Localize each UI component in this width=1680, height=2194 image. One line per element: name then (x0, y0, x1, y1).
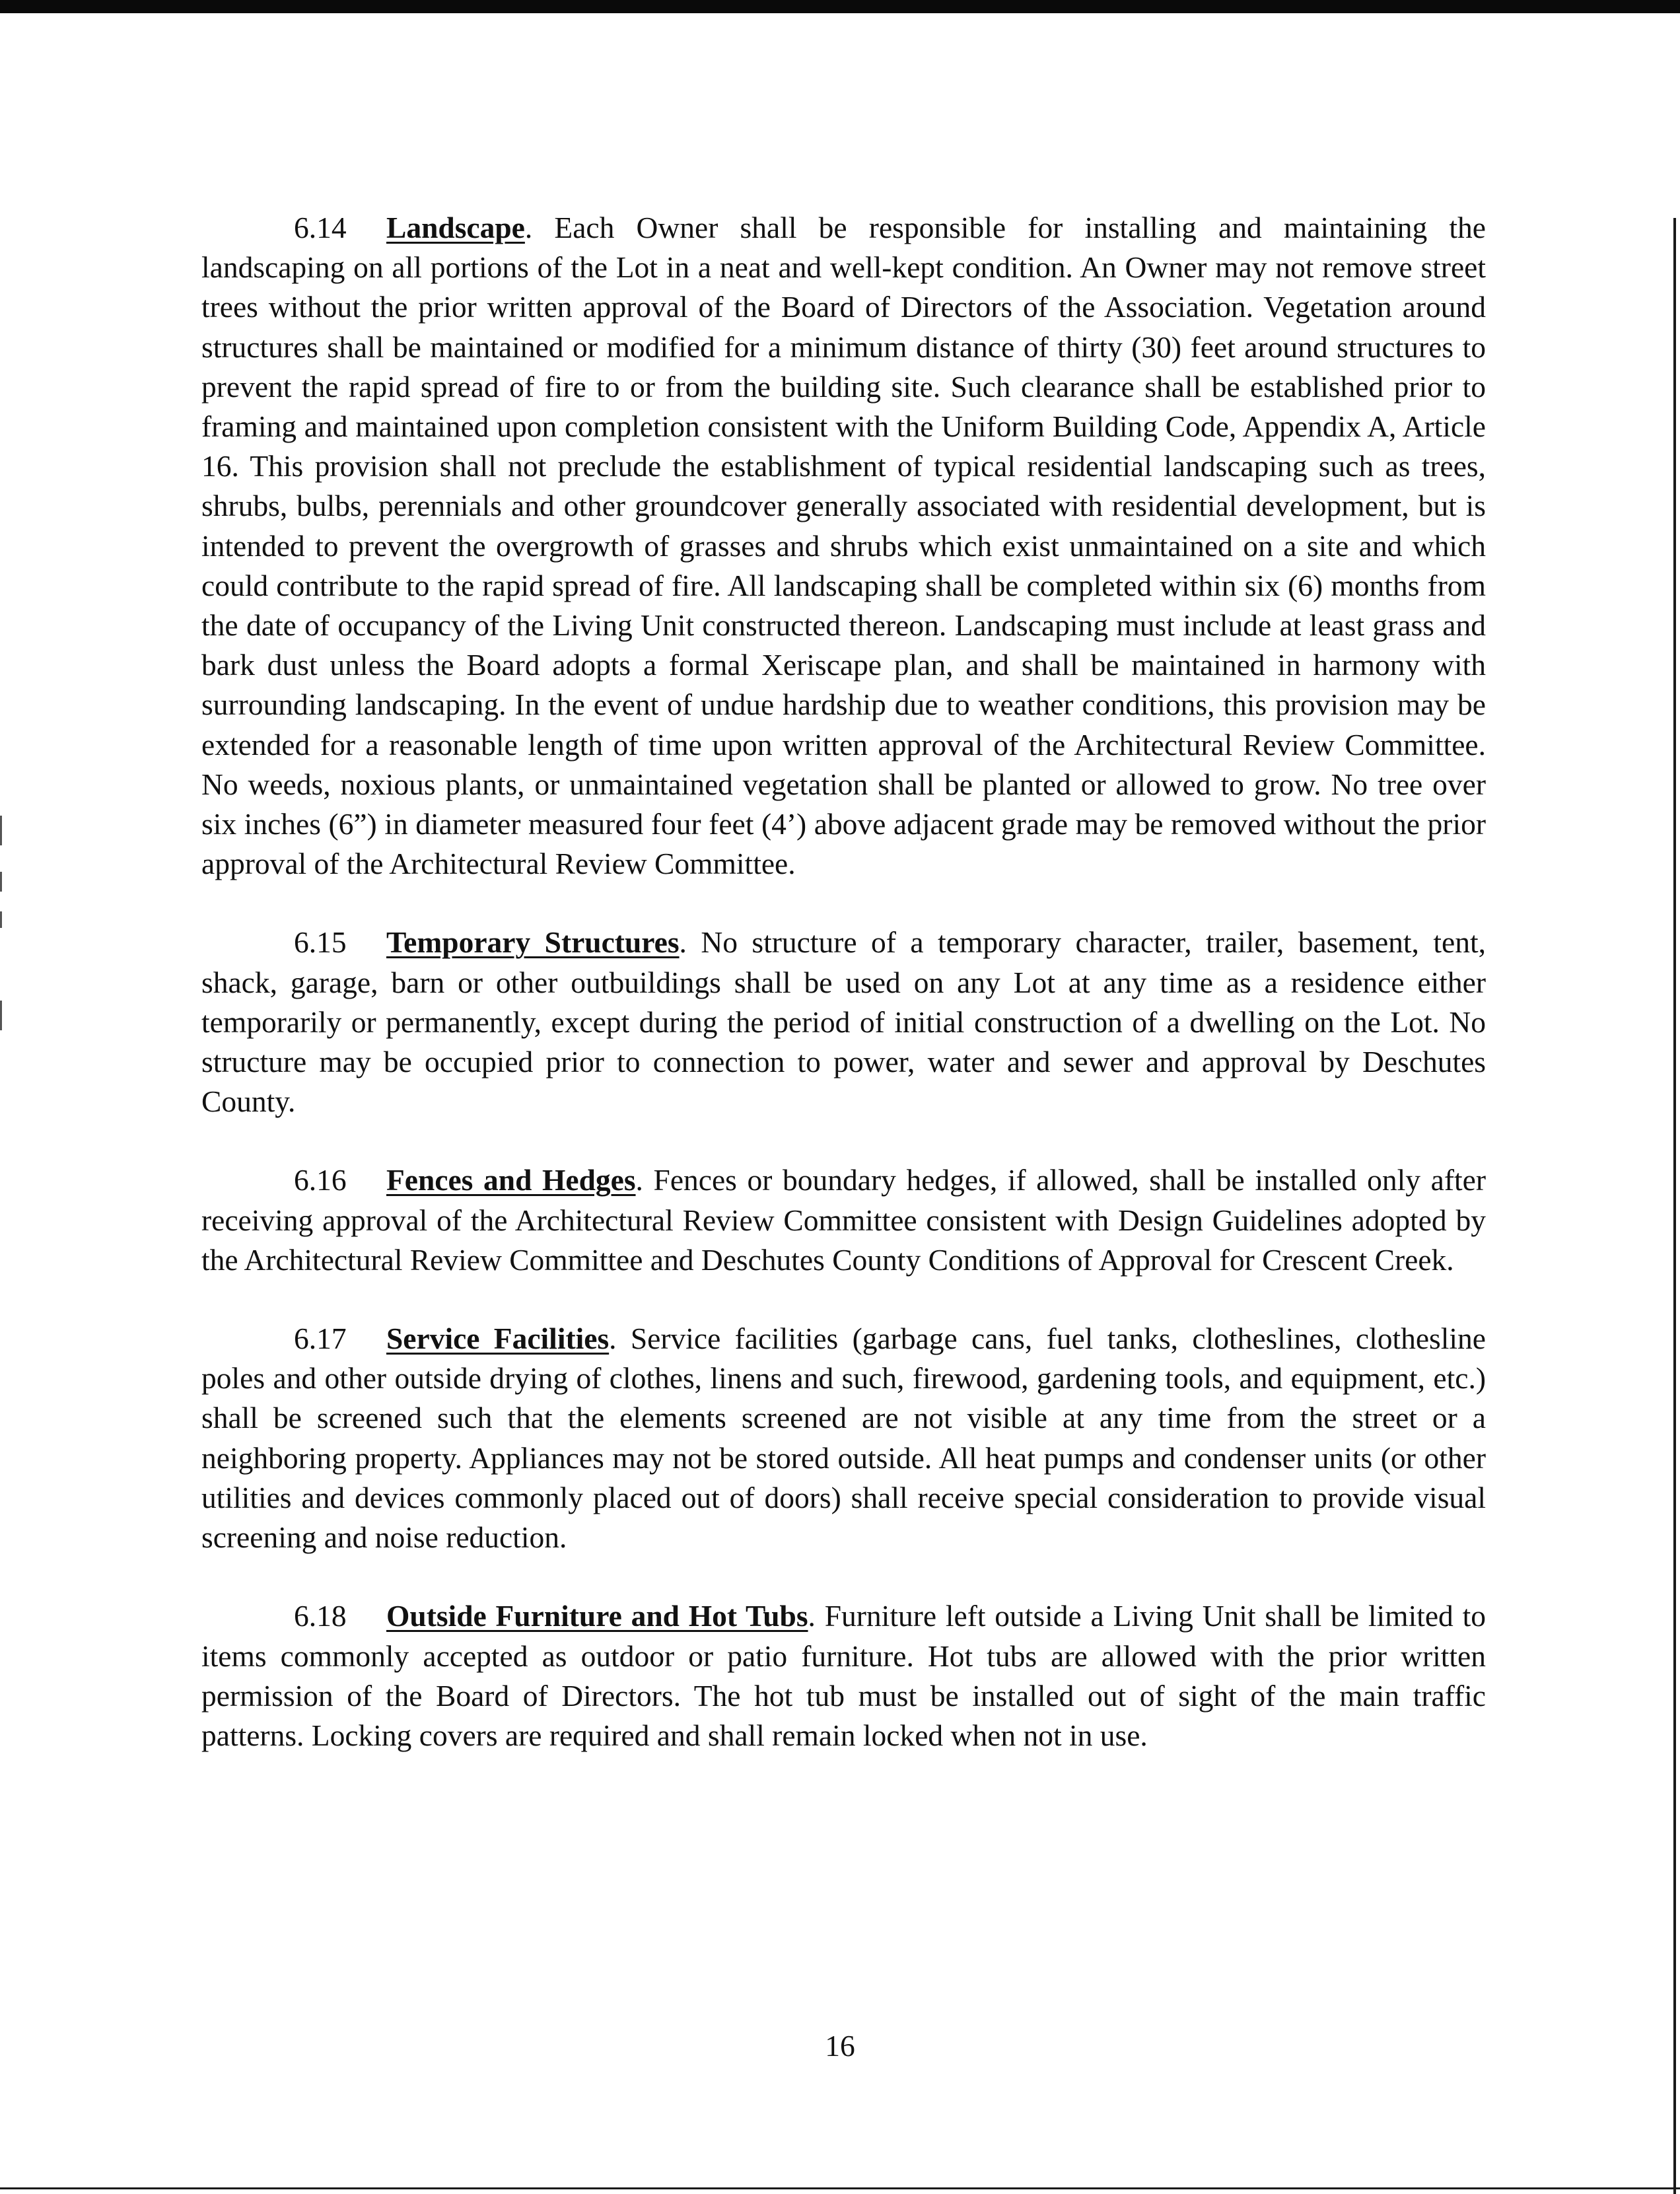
section-text: . Fences or boundary hedges, if allowed, shall be installed only after receiving approval of the Architectural Review Committee consistent with Design Guidelines adopted by the Architectural Review Committee and Deschutes County Conditions of Approval for Crescent Creek. (201, 1163, 1486, 1277)
section-number: 6.18 (294, 1599, 347, 1633)
page-number: 16 (825, 2029, 855, 2063)
scan-edge-mark (0, 1001, 2, 1030)
section-number: 6.17 (294, 1322, 347, 1356)
section-text: . Each Owner shall be responsible for installing and maintaining the landscaping on all portions of the Lot in a neat and well-kept condition. An Owner may not remove street trees without the prior written approval of the Board of Directors of the Association. Vegetation around structures shall be maintained or modified for a minimum distance of thirty (30) feet around structures to prevent the rapid spread of fire to or from the building site. Such clearance shall be established prior to framing and maintained upon completion consistent with the Uniform Building Code, Appendix A, Article 16. This provision shall not preclude the establishment of typical residential landscaping such as trees, shrubs, bulbs, perennials and other groundcover generally associated with residential development, but is intended to prevent the overgrowth of grasses and shrubs which exist unmaintained on a site and which could contribute to the rapid spread of fire. All landscaping shall be completed within six (6) months from the date of occupancy of the Living Unit constructed thereon. Landscaping must include at least grass and bark dust unless the Board adopts a formal Xeriscape plan, and shall be maintained in harmony with surrounding landscaping. In the event of undue hardship due to weather conditions, this provision may be extended for a reasonable length of time upon written approval of the Architectural Review Committee. No weeds, noxious plants, or unmaintained vegetation shall be planted or allowed to grow. No tree over six inches (6”) in diameter measured four feet (4’) above adjacent grade may be removed without the prior approval of the Architectural Review Committee. (201, 211, 1486, 881)
scan-right-border (1673, 218, 1676, 2194)
scan-edge-mark (0, 911, 2, 928)
section-6-17 (201, 1319, 1486, 1557)
section-number: 6.15 (294, 925, 347, 960)
section-6-16 (201, 1160, 1486, 1280)
section-6-18 (201, 1596, 1486, 1755)
section-6-15 (201, 923, 1486, 1121)
section-text: . Service facilities (garbage cans, fuel tanks, clotheslines, clothesline poles and other outside drying of clothes, linens and such, firewood, gardening tools, and equipment, etc.) shall be screened such that the elements screened are not visible at any time from the street or a neighboring property. Appliances may not be stored outside. All heat pumps and condenser units (or other utilities and devices commonly placed out of doors) shall receive special consideration to provide visual screening and noise reduction. (201, 1322, 1486, 1555)
section-number: 6.14 (294, 211, 347, 244)
scan-edge-mark (0, 816, 2, 845)
section-text: . No structure of a temporary character, trailer, basement, tent, shack, garage, barn or other outbuildings shall be used on any Lot at any time as a residence either temporarily or permanently, except during the period of initial construction of a dwelling on the Lot. No structure may be occupied prior to connection to power, water and sewer and approval by Deschutes County. (201, 925, 1486, 1119)
scan-top-border (0, 0, 1680, 13)
scan-bottom-border (0, 2187, 1680, 2189)
section-6-14 (201, 208, 1486, 884)
section-number: 6.16 (294, 1163, 347, 1197)
section-heading: Outside Furniture and Hot Tubs (386, 1599, 808, 1633)
section-heading: Temporary Structures (386, 925, 680, 960)
scan-edge-mark (0, 872, 2, 892)
section-text: . Furniture left outside a Living Unit shall be limited to items commonly accepted as outdoor or patio furniture. Hot tubs are allowed with the prior written permission of the Board of Directors. The hot tub must be installed out of sight of the main traffic patterns. Locking covers are required and shall remain locked when not in use. (201, 1599, 1486, 1752)
document-body (201, 208, 1486, 1794)
section-heading: Fences and Hedges (386, 1163, 636, 1197)
section-heading: Service Facilities (386, 1322, 610, 1356)
section-heading: Landscape (386, 211, 525, 244)
